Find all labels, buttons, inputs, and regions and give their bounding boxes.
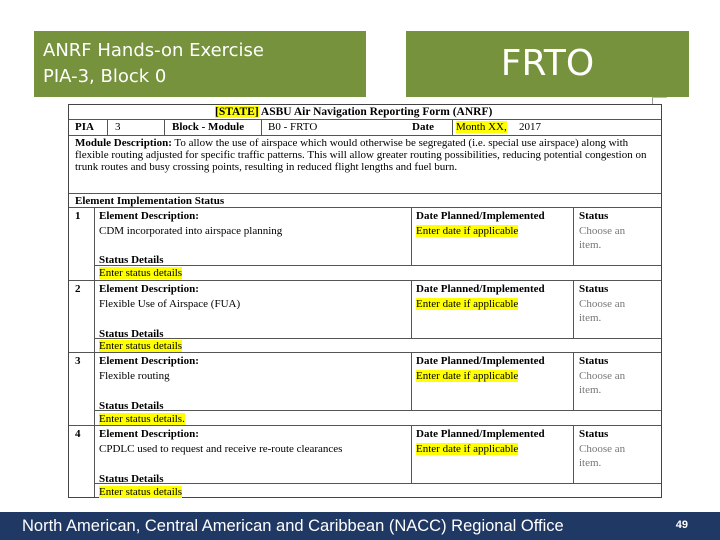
pia-label: PIA: [75, 121, 94, 133]
element-number: 4: [75, 428, 81, 440]
date-planned-field[interactable]: Enter date if applicable: [416, 443, 519, 455]
element-description: Flexible Use of Airspace (FUA): [99, 298, 241, 310]
element-description: CDM incorporated into airspace planning: [99, 225, 283, 237]
status-details-label: Status Details: [99, 328, 164, 340]
date-planned-field[interactable]: Enter date if applicable: [416, 370, 519, 382]
divider: [411, 208, 412, 265]
element-number: 3: [75, 355, 81, 367]
status-dropdown[interactable]: Choose an item.: [579, 443, 626, 469]
status-details-field[interactable]: Enter status details: [99, 267, 183, 279]
divider: [573, 281, 574, 338]
divider: [573, 426, 574, 483]
element-description-label: Element Description:: [99, 355, 199, 367]
pia-row: [69, 120, 661, 136]
date-year: 2017: [519, 121, 541, 133]
module-description-text: To allow the use of airspace which would otherwise be segregated (i.e. special use airspace) along with flexible routing adjusted for specific traffic patterns. This will allow greater routing possibilities, reducing potential congestion on trunk routes and busy crossing points, resulting in reduced flight lengths and fuel burn.: [75, 137, 647, 173]
element-detail: [94, 208, 661, 266]
module-description: [75, 137, 655, 173]
divider: [573, 353, 574, 410]
exercise-subtitle: PIA-3, Block 0: [43, 66, 167, 87]
element-detail: [94, 281, 661, 339]
date-planned-label: Date Planned/Implemented: [416, 210, 545, 222]
element-description-label: Element Description:: [99, 210, 199, 222]
office-name: North American, Central American and Caribbean (NACC) Regional Office: [22, 517, 564, 535]
pia-value: 3: [115, 121, 121, 133]
status-details-field[interactable]: Enter status details.: [99, 413, 185, 425]
form-title-row: [69, 105, 661, 120]
form-title-text: ASBU Air Navigation Reporting Form (ANRF): [260, 106, 493, 118]
date-planned-label: Date Planned/Implemented: [416, 428, 545, 440]
element-description-label: Element Description:: [99, 428, 199, 440]
element-number: 1: [75, 210, 81, 222]
status-details-label: Status Details: [99, 473, 164, 485]
implementation-status-label: Element Implementation Status: [75, 195, 225, 207]
element-number: 2: [75, 283, 81, 295]
divider: [452, 120, 453, 135]
status-details-field[interactable]: Enter status details: [99, 486, 183, 498]
divider: [261, 120, 262, 135]
exercise-banner: [34, 31, 366, 97]
form-title: [215, 106, 492, 118]
block-value: B0 - FRTO: [268, 121, 318, 133]
date-planned-label: Date Planned/Implemented: [416, 283, 545, 295]
status-dropdown[interactable]: Choose an item.: [579, 225, 626, 251]
status-label: Status: [579, 210, 609, 222]
date-planned-label: Date Planned/Implemented: [416, 355, 545, 367]
module-title: FRTO: [500, 43, 595, 84]
footer-bar: [0, 512, 720, 540]
status-dropdown[interactable]: Choose an item.: [579, 370, 626, 396]
implementation-status-header: [69, 193, 661, 208]
status-label: Status: [579, 355, 609, 367]
element-description: CPDLC used to request and receive re-route clearances: [99, 443, 343, 455]
status-details-label: Status Details: [99, 400, 164, 412]
date-planned-field[interactable]: Enter date if applicable: [416, 225, 519, 237]
element-description: Flexible routing: [99, 370, 170, 382]
module-description-label: Module Description:: [75, 137, 172, 149]
divider: [573, 208, 574, 265]
page-number: 49: [675, 519, 688, 531]
divider: [411, 426, 412, 483]
anrf-form: [68, 104, 662, 498]
status-details-field[interactable]: Enter status details: [99, 340, 183, 352]
element-row-1: [69, 208, 661, 281]
element-row-3: [69, 353, 661, 426]
divider: [164, 120, 165, 135]
block-label: Block - Module: [172, 121, 245, 133]
element-detail: [94, 353, 661, 411]
element-row-4: [69, 426, 661, 497]
module-banner: [406, 31, 689, 97]
divider: [411, 281, 412, 338]
exercise-title: ANRF Hands-on Exercise: [43, 40, 265, 61]
status-label: Status: [579, 428, 609, 440]
element-detail: [94, 426, 661, 484]
divider: [107, 120, 108, 135]
corner-mark: [652, 97, 667, 104]
element-row-2: [69, 281, 661, 353]
status-details-label: Status Details: [99, 254, 164, 266]
date-month-field[interactable]: Month XX,: [456, 121, 507, 133]
element-description-label: Element Description:: [99, 283, 199, 295]
date-planned-field[interactable]: Enter date if applicable: [416, 298, 519, 310]
status-label: Status: [579, 283, 609, 295]
status-dropdown[interactable]: Choose an item.: [579, 298, 626, 324]
date-label: Date: [412, 121, 434, 133]
divider: [411, 353, 412, 410]
state-field[interactable]: [STATE]: [215, 106, 259, 118]
